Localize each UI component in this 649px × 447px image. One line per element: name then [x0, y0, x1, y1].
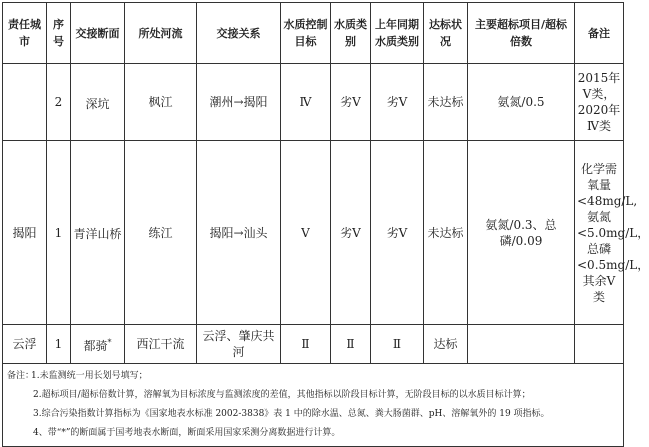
cell-last-year: 劣Ⅴ	[371, 141, 424, 325]
water-quality-table	[2, 2, 649, 447]
cell-section	[71, 141, 125, 325]
cell-section	[71, 64, 125, 141]
cell-exceed	[468, 325, 575, 364]
cell-target: Ⅱ	[281, 325, 331, 364]
notes-row	[3, 364, 624, 447]
cell-city: 揭阳	[3, 141, 47, 325]
table-row	[3, 141, 624, 325]
note-text: 2.超标项目/超标倍数计算，溶解氧为目标浓度与监测浓度的差值，其他指标以阶段目标计算，无阶段目标的以水质目标计算；	[33, 390, 531, 400]
cell-no: 2	[47, 64, 71, 141]
section-name: 都骑	[83, 338, 108, 353]
header-river: 所处河流	[125, 3, 197, 64]
cell-river: 练江	[125, 141, 197, 325]
section-name: 青洋山桥	[73, 227, 122, 241]
cell-relation: 揭阳→汕头	[197, 141, 281, 325]
header-city: 责任城市	[3, 3, 47, 64]
cell-last-year: 劣Ⅴ	[371, 64, 424, 141]
header-quality: 水质类别	[331, 3, 371, 64]
cell-relation: 潮州→揭阳	[197, 64, 281, 141]
cell-section	[71, 325, 125, 364]
header-note: 备注	[575, 3, 624, 64]
cell-target: Ⅳ	[281, 64, 331, 141]
cell-note	[575, 325, 624, 364]
cell-no: 1	[47, 141, 71, 325]
note-text: 3.综合污染指数计算指标为《国家地表水标准 2002-3838》表 1 中的除水温、总氮、粪大肠菌群、pH、溶解氧外的 19 项指标。	[33, 409, 550, 419]
table-row	[3, 325, 624, 364]
cell-note: 2015年Ⅴ类，2020年Ⅳ类	[575, 64, 624, 141]
header-section: 交接断面	[71, 3, 125, 64]
section-name: 深坑	[85, 96, 110, 111]
cell-status: 未达标	[424, 141, 468, 325]
table-row	[3, 64, 624, 141]
note-text: 4、带“*”的断面属于国考地表水断面，断面采用国家采测分离数据进行计算。	[33, 428, 341, 438]
cell-target: Ⅴ	[281, 141, 331, 325]
header-status: 达标状况	[424, 3, 468, 64]
cell-no: 1	[47, 325, 71, 364]
cell-quality: 劣Ⅴ	[331, 64, 371, 141]
cell-quality: Ⅱ	[331, 325, 371, 364]
cell-quality: 劣Ⅴ	[331, 141, 371, 325]
cell-river: 西江干流	[125, 325, 197, 364]
cell-city	[3, 64, 47, 141]
note-text: 1.未监测统一用长划号填写；	[31, 371, 148, 381]
cell-river: 枫江	[125, 64, 197, 141]
cell-last-year: Ⅱ	[371, 325, 424, 364]
notes-cell	[3, 364, 624, 447]
section-mark: *	[107, 337, 112, 347]
header-relation: 交接关系	[197, 3, 281, 64]
cell-status: 达标	[424, 325, 468, 364]
cell-exceed: 氨氮/0.5	[468, 64, 575, 141]
cell-city: 云浮	[3, 325, 47, 364]
header-target: 水质控制目标	[281, 3, 331, 64]
water-quality-table-container	[2, 2, 649, 447]
cell-status: 未达标	[424, 64, 468, 141]
note-line	[7, 367, 619, 386]
header-exceed: 主要超标项目/超标倍数	[468, 3, 575, 64]
cell-note: 化学需氧量<48mg/L,氨氮<5.0mg/L，总磷<0.5mg/L，其余Ⅴ类	[575, 141, 624, 325]
header-last-year: 上年同期水质类别	[371, 3, 424, 64]
notes-label: 备注：	[7, 371, 35, 381]
cell-exceed: 氨氮/0.3、总磷/0.09	[468, 141, 575, 325]
header-row	[3, 3, 624, 64]
cell-relation: 云浮、肇庆共河	[197, 325, 281, 364]
header-no: 序号	[47, 3, 71, 64]
